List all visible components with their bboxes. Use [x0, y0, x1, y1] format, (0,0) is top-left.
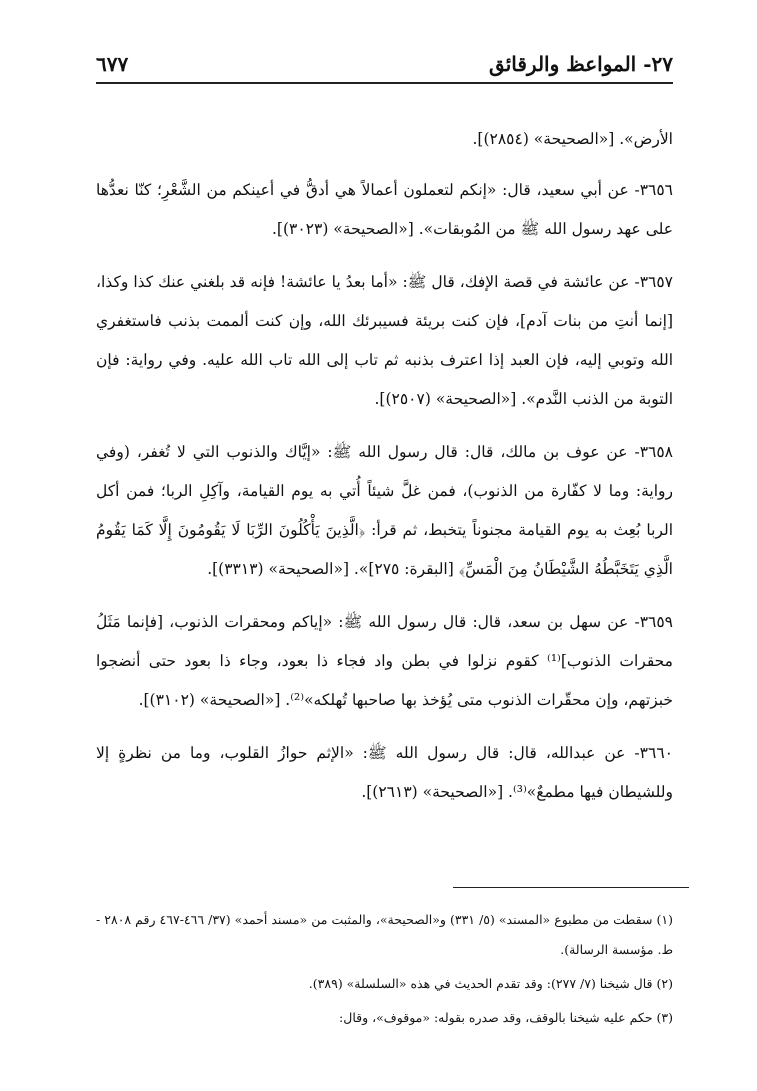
footnote-divider: [453, 887, 689, 888]
hadith-paragraph: [96, 603, 673, 720]
running-head: [96, 46, 673, 84]
footnote: (١) سقطت من مطبوع «المسند» (٥/ ٣٣١) و«الصحيحة»، والمثبت من «مسند أحمد» (٣٧/ ٤٦٦-٤٦٧ رقم ٢٨٠٨ - ط. مؤسسة الرسالة).: [96, 912, 673, 957]
hadith-number: ٣٦٥٧-: [634, 273, 673, 291]
paragraph-text: عن عوف بن مالك، قال: قال رسول الله ﷺ: «إيَّاك والذنوب التي لا تُغفر، (وفي رواية: وما لا كفّارة من الذنوب)، فمن غلَّ شيئاً أُتي به يوم القيامة، وآكِلِ الربا؛ فمن أكل الربا بُعِث به يوم القيامة مجنوناً يتخبط، ثم قرأ: ﴿الَّذِينَ يَأْكُلُونَ الرِّبَا لَا يَقُومُونَ إِلَّا كَمَا يَقُومُ الَّذِي يَتَخَبَّطُهُ الشَّيْطَانُ مِنَ الْمَسِّ﴾ [البقرة: ٢٧٥]». [«الصحيحة» (٣٣١٣)].: [96, 443, 673, 578]
body-text: [96, 120, 673, 826]
paragraph-text: عن سهل بن سعد، قال: قال رسول الله ﷺ: «إياكم ومحقرات الذنوب، [فإنما مَثَلُ محقرات الذنوب]⁽¹⁾ كقوم نزلوا في بطن واد فجاء ذا بعود، وجاء ذا بعود حتى أنضجوا خبزتهم، وإن محقّرات الذنوب متى يُؤخذ بها صاحبها تُهلكه»⁽²⁾. [«الصحيحة» (٣١٠٢)].: [96, 613, 673, 709]
hadith-paragraph: [96, 433, 673, 589]
paragraph-text: عن عبدالله، قال: قال رسول الله ﷺ: «الإثم حوازُ القلوب، وما من نظرةٍ إلا وللشيطان فيها مطمعٌ»⁽³⁾. [«الصحيحة» (٢٦١٣)].: [96, 744, 673, 801]
paragraph-text: الأرض». [«الصحيحة» (٢٨٥٤)].: [472, 130, 673, 148]
hadith-number: ٣٦٥٩-: [634, 613, 673, 631]
hadith-number: ٣٦٥٨-: [634, 443, 673, 461]
footnote: (٣) حكم عليه شيخنا بالوقف، وقد صدره بقوله: «موقوف»، وقال:: [339, 1010, 673, 1025]
hadith-paragraph: [96, 734, 673, 812]
chapter-title: ٢٧- المواعظ والرقائق: [489, 52, 673, 76]
footnotes: [96, 905, 673, 1037]
hadith-number: ٣٦٥٦-: [634, 181, 673, 199]
footnote: (٢) قال شيخنا (٧/ ٢٧٧): وقد تقدم الحديث في هذه «السلسلة» (٣٨٩).: [308, 976, 673, 991]
paragraph-text: عن أبي سعيد، قال: «إنكم لتعملون أعمالاً هي أدقُّ في أعينكم من الشَّعْرِ؛ كنّا نعدُّها على عهد رسول الله ﷺ من المُوبقات». [«الصحيحة» (٣٠٢٣)].: [96, 181, 673, 238]
page-number: ٦٧٧: [96, 52, 129, 76]
hadith-paragraph: [96, 171, 673, 249]
hadith-number: ٣٦٦٠-: [634, 744, 673, 762]
hadith-paragraph: [96, 120, 673, 159]
hadith-paragraph: [96, 263, 673, 419]
paragraph-text: عن عائشة في قصة الإفك، قال ﷺ: «أما بعدُ يا عائشة! فإنه قد بلغني عنك كذا وكذا، [إنما أنتِ من بنات آدم]، فإن كنت بريئة فسيبرئك الله، وإن كنت ألممت بذنب فاستغفري الله وتوبي إليه، فإن العبد إذا اعترف بذنبه ثم تاب إلى الله تاب الله عليه. وفي رواية: فإن التوبة من الذنب النَّدم». [«الصحيحة» (٢٥٠٧)].: [96, 273, 673, 408]
